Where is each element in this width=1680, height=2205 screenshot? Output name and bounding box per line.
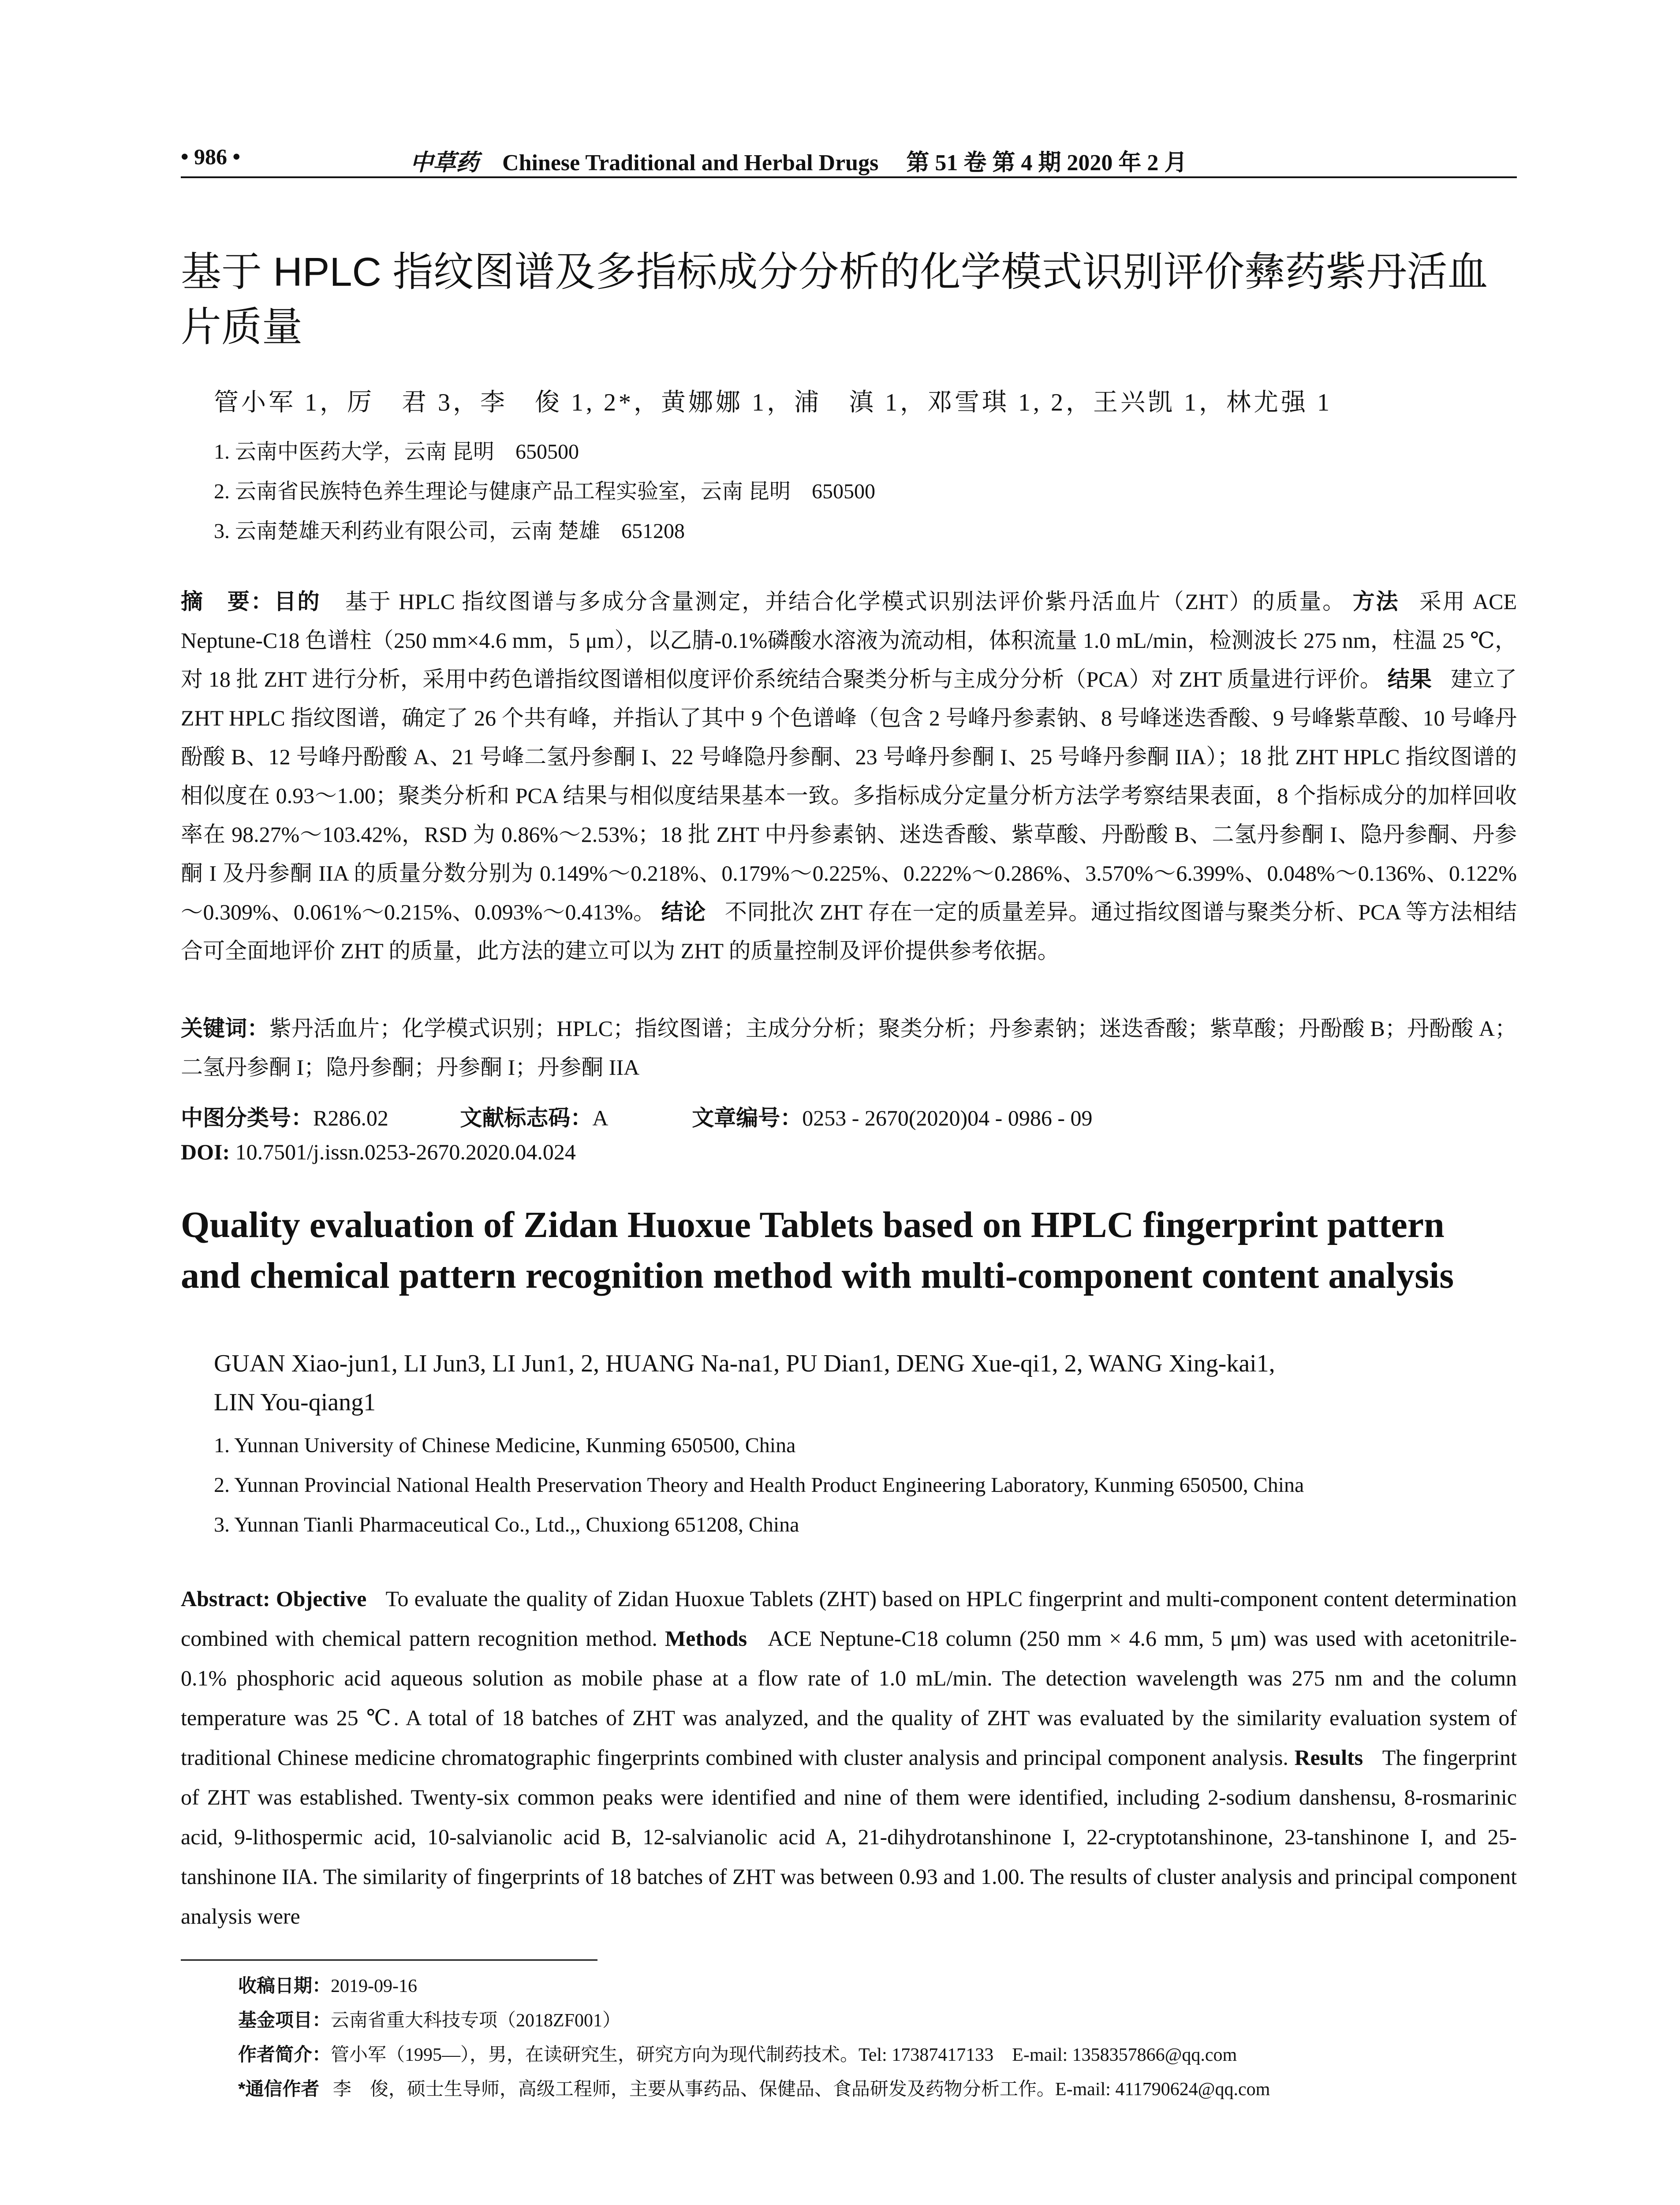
doc-label: 文献标志码： [460, 1106, 593, 1130]
en-abstract-results: The fingerprint of ZHT was established. Twenty-six common peaks were identified and nine of them were identified, including 2-sodium danshensu, 8-rosmarinic acid, 9-lithospermic acid, 10-salvianolic acid B, 12-salvianolic acid A, 21-dihydrotanshinone I, 22-cryptotanshinone, 23-tanshinone I, and 25-tanshinone IIA. The similarity of fingerprints of 18 batches of ZHT was between 0.93 and 1.00. The results of cluster analysis and principal component analysis were [181, 1745, 1517, 1928]
footnote-received-text: 2019-09-16 [331, 1976, 417, 1996]
issue-info: 第 51 卷 第 4 期 2020 年 2 月 [906, 150, 1187, 176]
en-abstract [181, 1579, 1517, 1936]
journal-title: Chinese Traditional and Herbal Drugs [502, 150, 879, 176]
en-authors-line2: LIN You-qiang1 [214, 1389, 376, 1416]
en-affiliation-2: 2. Yunnan Provincial National Health Preservation Theory and Health Product Engineering Laboratory, Kunming 650500, China [214, 1473, 1304, 1497]
cn-title-line1: 基于 HPLC 指纹图谱及多指标成分分析的化学模式识别评价彝药紫丹活血 [181, 250, 1488, 295]
class-label: 中图分类号： [181, 1106, 313, 1130]
cn-results-label: 结果 [1387, 667, 1432, 691]
cn-affiliation-2: 2. 云南省民族特色养生理论与健康产品工程实验室，云南 昆明 650500 [214, 480, 876, 503]
cn-conclusion-label: 结论 [661, 900, 706, 924]
cn-abstract-label: 摘 要：目的 [181, 589, 321, 614]
en-methods-label: Methods [665, 1626, 747, 1651]
footnote-author-text: 管小军（1995—），男，在读研究生，研究方向为现代制药技术。Tel: 17387417133 E-mail: 1358357866@qq.com [331, 2045, 1237, 2065]
doi-line [181, 1139, 1517, 1165]
running-header [181, 140, 1517, 176]
doc-value: A [592, 1106, 607, 1130]
en-abstract-label: Abstract: Objective [181, 1586, 367, 1611]
footnote-received-label: 收稿日期： [238, 1975, 331, 1996]
article-value: 0253 - 2670(2020)04 - 0986 - 09 [802, 1106, 1093, 1130]
footnote-author [238, 2040, 1517, 2067]
cn-affiliation-3: 3. 云南楚雄天利药业有限公司，云南 楚雄 651208 [214, 519, 685, 543]
cn-affiliation-1: 1. 云南中医药大学，云南 昆明 650500 [214, 440, 579, 463]
en-title-line2: and chemical pattern recognition method with multi-component content analysis [181, 1255, 1454, 1296]
header-rule [181, 176, 1517, 178]
page-number: • 986 • [181, 144, 241, 169]
cn-title-line2: 片质量 [181, 305, 303, 350]
en-authors-line1: GUAN Xiao-jun1, LI Jun3, LI Jun1, 2, HUANG Na-na1, PU Dian1, DENG Xue-qi1, 2, WANG Xing-kai1, [214, 1350, 1275, 1377]
en-affiliation-1: 1. Yunnan University of Chinese Medicine, Kunming 650500, China [214, 1434, 796, 1457]
footnote-received [238, 1971, 1517, 1998]
journal-logo: 中草药 [410, 150, 479, 176]
cn-authors: 管小军 1，厉 君 3，李 俊 1, 2*，黄娜娜 1，浦 滇 1，邓雪琪 1, 2，王兴凯 1，林尤强 1 [214, 389, 1332, 416]
cn-abstract-methods: 采用 ACE Neptune-C18 色谱柱（250 mm×4.6 mm，5 μm），以乙腈-0.1%磷酸水溶液为流动相，体积流量 1.0 mL/min，检测波长 275 nm，柱温 25 ℃，对 18 批 ZHT 进行分析，采用中药色谱指纹图谱相似度评价系统结合聚类分析与主成分分析（PCA）对 ZHT 质量进行评价。 [181, 589, 1517, 691]
footnote-author-label: 作者简介： [238, 2044, 331, 2065]
en-title-line1: Quality evaluation of Zidan Huoxue Tablets based on HPLC fingerprint pattern [181, 1204, 1445, 1245]
en-results-label: Results [1294, 1745, 1363, 1770]
footnote-correspondence [238, 2074, 1517, 2101]
en-authors [214, 1344, 1515, 1422]
class-value: R286.02 [313, 1106, 388, 1130]
cn-title [181, 245, 1517, 355]
footnote-fund-text: 云南省重大科技专项（2018ZF001） [331, 2011, 621, 2031]
cn-abstract-results: 建立了 ZHT HPLC 指纹图谱，确定了 26 个共有峰，并指认了其中 9 个色谱峰（包含 2 号峰丹参素钠、8 号峰迷迭香酸、9 号峰紫草酸、10 号峰丹酚酸 B、12 号峰丹酚酸 A、21 号峰二氢丹参酮 I、22 号峰隐丹参酮、23 号峰丹参酮 I、25 号峰丹参酮 IIA）；18 批 ZHT HPLC 指纹图谱的相似度在 0.93～1.00；聚类分析和 PCA 结果与相似度结果基本一致。多指标成分定量分析方法学考察结果表面，8 个指标成分的加样回收率在 98.27%～103.42%，RSD 为 0.86%～2.53%；18 批 ZHT 中丹参素钠、迷迭香酸、紫草酸、丹酚酸 B、二氢丹参酮 I、隐丹参酮、丹参酮 I 及丹参酮 IIA 的质量分数分别为 0.149%～0.218%、0.179%～0.225%、0.222%～0.286%、3.570%～6.399%、0.048%～0.136%、0.122%～0.309%、0.061%～0.215%、0.093%～0.413%。 [181, 667, 1517, 924]
en-abstract-objective: To evaluate the quality of Zidan Huoxue Tablets (ZHT) based on HPLC fingerprint and multi-component content determination combined with chemical pattern recognition method. [181, 1586, 1517, 1651]
cn-abstract [181, 582, 1517, 970]
footnote-fund-label: 基金项目： [238, 2010, 331, 2030]
article-label: 文章编号： [692, 1106, 803, 1130]
footnote-correspondence-text: 李 俊，硕士生导师，高级工程师，主要从事药品、保健品、食品研发及药物分析工作。E-mail: 411790624@qq.com [332, 2079, 1270, 2100]
footnote-correspondence-label: *通信作者 [238, 2078, 320, 2099]
cn-classification-line [181, 1100, 1517, 1132]
en-affiliation-3: 3. Yunnan Tianli Pharmaceutical Co., Ltd.,, Chuxiong 651208, China [214, 1513, 799, 1536]
footnote-fund [238, 2006, 1517, 2032]
cn-keywords [181, 1009, 1517, 1087]
journal-header [410, 144, 1517, 177]
cn-abstract-conclusion: 不同批次 ZHT 存在一定的质量差异。通过指纹图谱与聚类分析、PCA 等方法相结合可全面地评价 ZHT 的质量，此方法的建立可以为 ZHT 的质量控制及评价提供参考依据。 [181, 900, 1517, 963]
footnote-rule [181, 1959, 597, 1961]
en-abstract-methods: ACE Neptune-C18 column (250 mm × 4.6 mm, 5 μm) was used with acetonitrile-0.1% phosphoric acid aqueous solution as mobile phase at a flow rate of 1.0 mL/min. The detection wavelength was 275 nm and the column temperature was 25 ℃. A total of 18 batches of ZHT was analyzed, and the quality of ZHT was evaluated by the similarity evaluation system of traditional Chinese medicine chromatographic fingerprints combined with cluster analysis and principal component analysis. [181, 1626, 1517, 1770]
cn-methods-label: 方法 [1352, 589, 1400, 614]
doi-value: 10.7501/j.issn.0253-2670.2020.04.024 [235, 1140, 576, 1164]
cn-abstract-objective: 基于 HPLC 指纹图谱与多成分含量测定，并结合化学模式识别法评价紫丹活血片（ZHT）的质量。 [345, 589, 1346, 614]
cn-keywords-list: 紫丹活血片；化学模式识别；HPLC；指纹图谱；主成分分析；聚类分析；丹参素钠；迷迭香酸；紫草酸；丹酚酸 B；丹酚酸 A；二氢丹参酮 I；隐丹参酮；丹参酮 I；丹参酮 IIA [181, 1016, 1517, 1080]
en-title [181, 1200, 1517, 1301]
doi-label: DOI: [181, 1140, 230, 1164]
cn-keywords-label: 关键词： [181, 1016, 269, 1041]
